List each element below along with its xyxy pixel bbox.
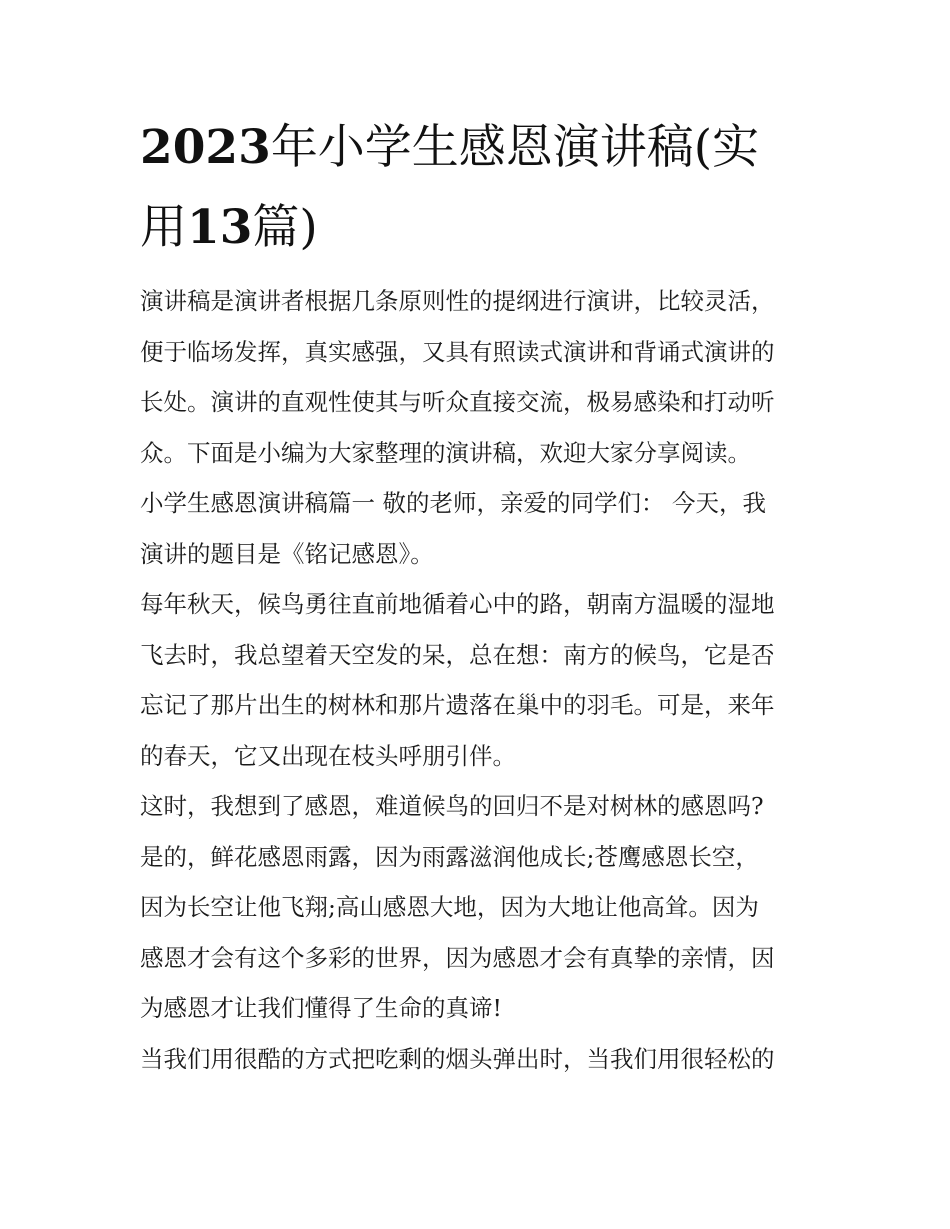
text-line: 众。下面是小编为大家整理的演讲稿，欢迎大家分享阅读。 (140, 438, 751, 467)
text-line: 小学生感恩演讲稿篇一 敬的老师，亲爱的同学们： 今天，我 (140, 489, 766, 517)
paragraph-intro (140, 276, 820, 478)
text-line: 为感恩才让我们懂得了生命的真谛! (140, 994, 502, 1022)
paragraph-cigarette (140, 1034, 820, 1085)
paragraph-speech-opening (140, 478, 820, 579)
text-line: 演讲的题目是《铭记感恩》。 (140, 539, 434, 568)
text-line: 便于临场发挥，真实感强，又具有照读式演讲和背诵式演讲的 (140, 337, 775, 366)
title-line-2: 用13篇) (140, 200, 318, 255)
text-line: 感恩才会有这个多彩的世界，因为感恩才会有真挚的亲情，因 (140, 943, 775, 972)
document-body (140, 276, 820, 1084)
text-line: 长处。演讲的直观性使其与听众直接交流，极易感染和打动听 (140, 388, 775, 416)
text-line: 每年秋天，候鸟勇往直前地循着心中的路，朝南方温暖的湿地 (140, 590, 775, 618)
text-line: 飞去时，我总望着天空发的呆，总在想：南方的候鸟，它是否 (140, 640, 775, 669)
paragraph-migratory-birds (140, 579, 820, 781)
document-title (140, 108, 820, 268)
text-line: 这时，我想到了感恩，难道候鸟的回归不是对树林的感恩吗? (140, 792, 764, 820)
text-line: 是的，鲜花感恩雨露，因为雨露滋润他成长;苍鹰感恩长空， (140, 842, 759, 871)
text-line: 因为长空让他飞翔;高山感恩大地，因为大地让他高耸。因为 (140, 893, 759, 921)
text-line: 演讲稿是演讲者根据几条原则性的提纲进行演讲，比较灵活， (140, 287, 775, 315)
text-line: 当我们用很酷的方式把吃剩的烟头弹出时，当我们用很轻松的 (140, 1044, 775, 1073)
text-line: 忘记了那片出生的树林和那片遗落在巢中的羽毛。可是，来年 (140, 691, 775, 719)
text-line: 的春天，它又出现在枝头呼朋引伴。 (140, 741, 516, 770)
title-line-1: 2023年小学生感恩演讲稿(实 (140, 120, 760, 175)
paragraph-gratitude (140, 781, 820, 1034)
